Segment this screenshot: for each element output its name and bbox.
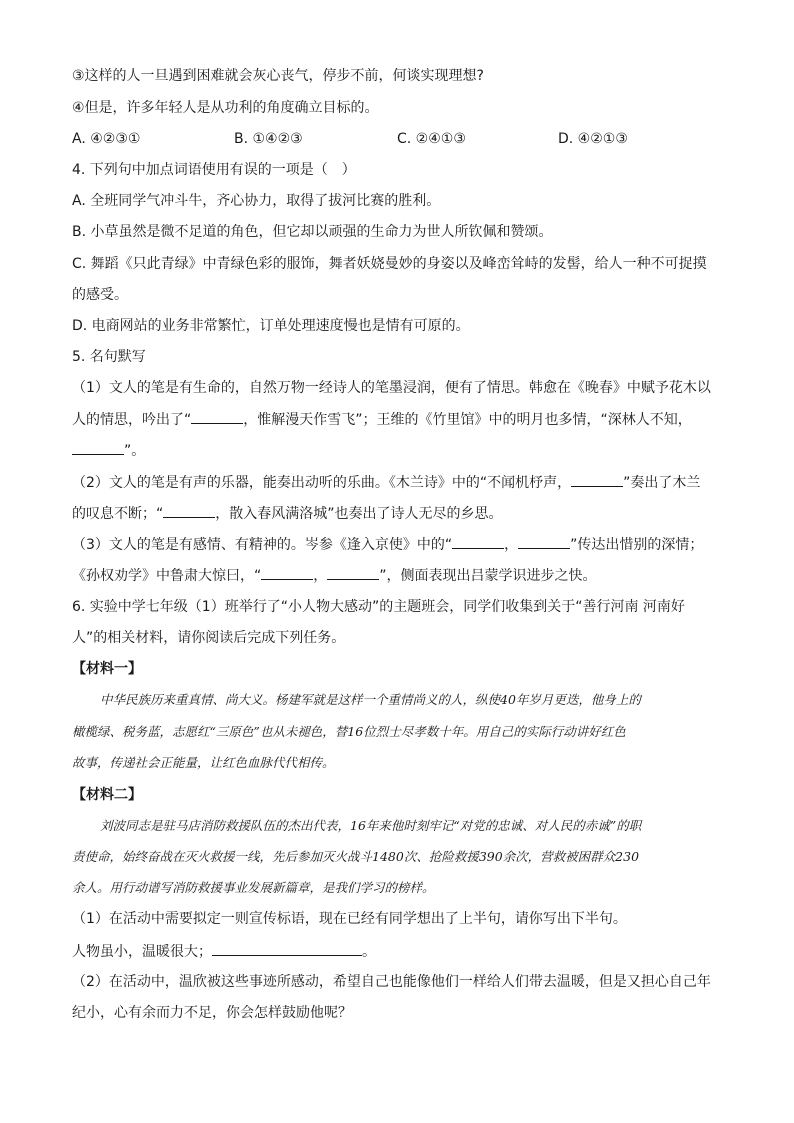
q5-1-line1: （1）文人的笔是有生命的，自然万物一经诗人的笔墨浸润，便有了情思。韩愈在《晚春》中赋予花木以 bbox=[72, 380, 711, 396]
q5-3-line2 bbox=[72, 565, 732, 586]
q3-option-c: C. ②④①③ bbox=[397, 131, 466, 147]
material-1-title: 【材料一】 bbox=[72, 661, 142, 677]
text-fragment: （3）文人的笔是有感情、有精神的。岑参《逢入京使》中的“ bbox=[72, 537, 453, 553]
q3-option-b: B. ①④②③ bbox=[234, 131, 303, 147]
q5-2-line2 bbox=[72, 503, 732, 524]
q6-stem-line1: 6. 实验中学七年级（1）班举行了“小人物大感动”的主题班会，同学们收集到关于“善行河南 河南好 bbox=[72, 599, 685, 615]
text-fragment: ，惟解漫天作雪飞”；王维的《竹里馆》中的明月也多情，“深林人不知， bbox=[243, 412, 692, 428]
task-2-line1: （2）在活动中，温欣被这些事迹所感动，希望自己也能像他们一样给人们带去温暖，但是又担心自己年 bbox=[72, 974, 711, 990]
material-2-title: 【材料二】 bbox=[72, 787, 142, 803]
material-2-line3: 余人。用行动谱写消防救援事业发展新篇章，是我们学习的榜样。 bbox=[72, 880, 435, 895]
answer-blank[interactable] bbox=[72, 440, 124, 455]
sentence-3: ③这样的人一旦遇到困难就会灰心丧气，停步不前，何谈实现理想? bbox=[72, 68, 484, 84]
text-fragment: （2）文人的笔是有声的乐器，能奏出动听的乐曲。《木兰诗》中的“不闻机杼声， bbox=[72, 475, 572, 491]
answer-blank[interactable] bbox=[261, 565, 313, 580]
task-2-line2: 纪小，心有余而力不足，你会怎样鼓励他呢？ bbox=[72, 1005, 352, 1021]
answer-blank[interactable] bbox=[452, 534, 504, 549]
material-1-line2: 橄榄绿、税务蓝，志愿红“三原色”也从未褪色，替16位烈士尽孝数十年。用自己的实际行动讲好红色 bbox=[72, 724, 626, 739]
text-fragment: ”传达出惜别的深情； bbox=[570, 537, 704, 553]
answer-blank[interactable] bbox=[327, 565, 379, 580]
text-fragment: ， bbox=[504, 537, 519, 553]
q4-option-b: B. 小草虽然是微不足道的角色，但它却以顽强的生命力为世人所钦佩和赞颂。 bbox=[72, 224, 553, 240]
q6-stem-line2: 人”的相关材料，请你阅读后完成下列任务。 bbox=[72, 630, 346, 646]
task-1-answer bbox=[72, 941, 732, 962]
answer-blank[interactable] bbox=[191, 409, 243, 424]
text-fragment: 人的情思，吟出了“ bbox=[72, 412, 192, 428]
slogan-answer-blank[interactable] bbox=[212, 941, 362, 956]
q4-option-d: D. 电商网站的业务非常繁忙，订单处理速度慢也是情有可原的。 bbox=[72, 318, 470, 334]
answer-blank[interactable] bbox=[571, 472, 623, 487]
task-1: （1）在活动中需要拟定一则宣传标语，现在已经有同学想出了上半句，请你写出下半句。 bbox=[72, 911, 627, 927]
sentence-4: ④但是，许多年轻人是从功利的角度确立目标的。 bbox=[72, 100, 379, 116]
q5-1-line3 bbox=[72, 440, 732, 461]
material-1-line1: 中华民族历来重真情、尚大义。杨建军就是这样一个重情尚义的人，纵使40年岁月更迭，他身上的 bbox=[100, 692, 641, 707]
text-fragment: ， bbox=[313, 568, 328, 584]
q4-option-c-line2: 的感受。 bbox=[72, 287, 128, 303]
q5-2-line1 bbox=[72, 472, 732, 493]
material-2-line1: 刘波同志是驻马店消防救援队伍的杰出代表，16年来他时刻牢记“对党的忠诚、对人民的赤诚”的职 bbox=[100, 818, 642, 833]
q5-3-line1 bbox=[72, 534, 732, 555]
text-fragment: ，散入春风满洛城”也奏出了诗人无尽的乡思。 bbox=[215, 506, 503, 522]
q3-option-a: A. ④②③① bbox=[72, 131, 141, 147]
q3-option-d: D. ④②①③ bbox=[558, 131, 628, 147]
q4-stem: 4. 下列句中加点词语使用有误的一项是（ ） bbox=[72, 162, 356, 178]
text-fragment: 。 bbox=[362, 944, 376, 960]
text-fragment: ”奏出了木兰 bbox=[623, 475, 701, 491]
material-1-line3: 故事，传递社会正能量，让红色血脉代代相传。 bbox=[72, 755, 335, 770]
answer-blank[interactable] bbox=[518, 534, 570, 549]
answer-blank[interactable] bbox=[163, 503, 215, 518]
text-fragment: ”。 bbox=[124, 443, 146, 459]
q5-1-line2 bbox=[72, 409, 732, 430]
text-fragment: 《孙权劝学》中鲁肃大惊曰，“ bbox=[72, 568, 262, 584]
text-fragment: 人物虽小，温暖很大； bbox=[72, 944, 212, 960]
q4-option-a: A. 全班同学气冲斗牛，齐心协力，取得了拔河比赛的胜利。 bbox=[72, 193, 441, 209]
q4-option-c-line1: C. 舞蹈《只此青绿》中青绿色彩的服饰，舞者妖娆曼妙的身姿以及峰峦耸峙的发髻，给人一种不可捉摸 bbox=[72, 256, 707, 272]
material-2-line2: 责使命，始终奋战在灭火救援一线，先后参加灭火战斗1480次、抢险救援390余次，营救被困群众230 bbox=[72, 849, 640, 864]
q5-stem: 5. 名句默写 bbox=[72, 349, 146, 365]
text-fragment: 的叹息不断；“ bbox=[72, 506, 164, 522]
text-fragment: ”，侧面表现出吕蒙学识进步之快。 bbox=[379, 568, 597, 584]
